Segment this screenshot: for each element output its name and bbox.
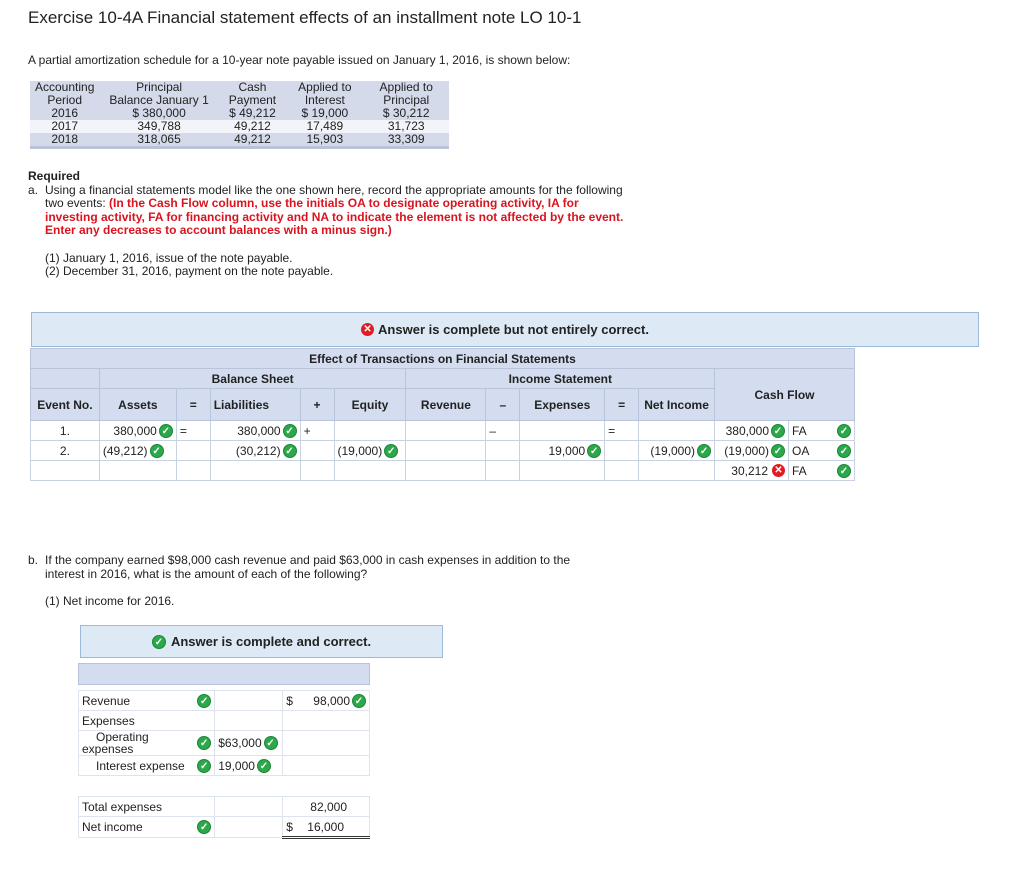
amort-header: Balance January 1 xyxy=(109,93,209,107)
model-row-event-2 xyxy=(31,441,855,461)
amort-cell: 15,903 xyxy=(286,133,363,148)
financial-statements-model xyxy=(30,348,855,481)
check-icon: ✓ xyxy=(587,444,601,458)
amort-cell: 2016 xyxy=(51,106,79,120)
minus-sign[interactable] xyxy=(486,441,520,461)
check-icon: ✓ xyxy=(197,694,211,708)
total-expenses-value: 82,000 xyxy=(283,797,370,817)
expenses-header: Expenses xyxy=(520,389,605,421)
liabilities-value: 380,000 xyxy=(237,423,281,438)
part-b-prefix: b. xyxy=(28,553,39,567)
part-a-text: Using a financial statements model like the one shown here, record the appropriate amounts for the following two events: xyxy=(45,182,623,210)
required-heading: Required xyxy=(28,169,81,183)
expenses-label: Expenses xyxy=(79,711,215,731)
total-expenses-label: Total expenses xyxy=(79,797,215,817)
check-icon: ✓ xyxy=(159,424,173,438)
amort-cell: 33,309 xyxy=(364,133,449,148)
incorrect-icon: ✕ xyxy=(361,323,374,336)
expenses-input[interactable] xyxy=(520,421,605,441)
equals-sign: = xyxy=(176,389,210,421)
equals-sign: = xyxy=(605,389,639,421)
amort-header: Principal xyxy=(383,93,430,107)
dollar-sign: $ xyxy=(286,693,293,708)
cash-flow-classification: FA xyxy=(792,423,807,438)
operating-label: Operating xyxy=(96,730,149,744)
balance-sheet-header: Balance Sheet xyxy=(99,369,406,389)
answer-status-banner-b xyxy=(80,625,443,658)
check-icon: ✓ xyxy=(264,736,278,750)
intro-text: A partial amortization schedule for a 10-year note payable issued on January 1, 2016, is shown below: xyxy=(28,53,571,67)
answer-status-text: Answer is complete but not entirely correct. xyxy=(378,322,649,337)
cash-flow-value: 30,212 xyxy=(731,463,768,478)
amort-row xyxy=(30,133,449,148)
check-icon: ✓ xyxy=(197,820,211,834)
model-row-event-1 xyxy=(31,421,855,441)
check-icon: ✓ xyxy=(837,464,851,478)
amort-cell: 49,212 xyxy=(219,133,286,148)
minus-sign: – xyxy=(486,389,520,421)
check-icon: ✓ xyxy=(152,635,166,649)
total-expenses-row xyxy=(79,797,370,817)
plus-sign[interactable]: + xyxy=(300,421,334,441)
required-section xyxy=(28,170,628,279)
amort-cell: 17,489 xyxy=(306,119,344,133)
assets-value: 380,000 xyxy=(113,423,157,438)
event-no: 1. xyxy=(31,421,100,441)
check-icon: ✓ xyxy=(283,424,297,438)
interest-expense-row xyxy=(79,756,370,776)
model-title: Effect of Transactions on Financial Statements xyxy=(31,349,855,369)
check-icon: ✓ xyxy=(283,444,297,458)
net-income-value: (19,000) xyxy=(650,443,696,458)
part-a-instructions: (In the Cash Flow column, use the initials OA to designate operating activity, IA for investing activity, FA for financing activity and NA to indicate the element is not affected by the event. Enter any decreases to account balances with a minus sign.) xyxy=(45,196,624,237)
amort-header: Cash xyxy=(238,80,267,94)
plus-sign[interactable] xyxy=(300,441,334,461)
spacer-row xyxy=(79,776,370,797)
check-icon: ✓ xyxy=(197,736,211,750)
amort-header: Period xyxy=(47,93,83,107)
amort-header: Payment xyxy=(228,93,277,107)
check-icon: ✓ xyxy=(771,424,785,438)
dollar-sign: $ xyxy=(286,819,293,834)
check-icon: ✓ xyxy=(257,759,271,773)
amort-cell: 31,723 xyxy=(387,119,425,133)
equity-header: Equity xyxy=(334,389,406,421)
incorrect-icon: ✕ xyxy=(772,464,785,477)
check-icon: ✓ xyxy=(837,444,851,458)
minus-sign[interactable]: – xyxy=(486,421,520,441)
page-title: Exercise 10-4A Financial statement effects of an installment note LO 10-1 xyxy=(28,8,582,27)
amort-cell: $ 49,212 xyxy=(229,106,276,120)
answer-status-text: Answer is complete and correct. xyxy=(170,634,372,649)
amort-cell: 2017 xyxy=(51,119,79,133)
amort-cell: $ 30,212 xyxy=(382,106,430,120)
revenue-input[interactable] xyxy=(406,441,486,461)
cash-flow-classification: FA xyxy=(792,463,807,478)
check-icon: ✓ xyxy=(837,424,851,438)
net-income-label: Net income xyxy=(82,820,143,834)
amort-header-row xyxy=(30,81,449,107)
equals-sign[interactable]: = xyxy=(176,421,210,441)
operating-expenses-row xyxy=(79,731,370,756)
liabilities-header: Liabilities xyxy=(210,389,300,421)
amort-header: Principal xyxy=(136,80,183,94)
part-b-text: If the company earned $98,000 cash revenue and paid $63,000 in cash expenses in addition to the interest in 2016, what is the amount of each of the following? xyxy=(45,553,571,581)
assets-header: Assets xyxy=(99,389,176,421)
net-income-header-band xyxy=(79,664,370,685)
amort-header: Interest xyxy=(304,93,345,107)
revenue-value: 98,000 xyxy=(313,693,350,708)
model-section-row xyxy=(31,369,855,389)
model-title-row xyxy=(31,349,855,369)
cash-flow-header: Cash Flow xyxy=(715,369,855,421)
cash-flow-value: (19,000) xyxy=(724,443,769,458)
net-income-input[interactable] xyxy=(639,421,715,441)
equals-sign[interactable]: = xyxy=(605,421,639,441)
check-icon: ✓ xyxy=(150,444,164,458)
operating-label: expenses xyxy=(82,742,134,756)
revenue-label: Revenue xyxy=(82,693,131,708)
interest-expense-value: 19,000 xyxy=(218,758,255,773)
cash-flow-classification: OA xyxy=(792,443,810,458)
amort-cell: 2018 xyxy=(30,133,99,148)
model-row-extra xyxy=(31,461,855,481)
part-a-prefix: a. xyxy=(28,182,39,197)
equity-value: (19,000) xyxy=(337,443,383,458)
plus-sign: + xyxy=(300,389,334,421)
equity-input[interactable] xyxy=(334,421,406,441)
part-b-question-1: (1) Net income for 2016. xyxy=(45,594,175,608)
event-1-text: (1) January 1, 2016, issue of the note payable. xyxy=(45,250,293,265)
amort-header: Accounting xyxy=(35,80,95,94)
amort-header: Applied to xyxy=(379,80,433,94)
part-b-section xyxy=(28,554,608,609)
check-icon: ✓ xyxy=(197,759,211,773)
check-icon: ✓ xyxy=(771,444,785,458)
revenue-header: Revenue xyxy=(406,389,486,421)
amortization-schedule xyxy=(30,81,449,149)
amort-cell: $ 380,000 xyxy=(132,106,186,120)
liabilities-value: (30,212) xyxy=(235,443,281,458)
net-income-header: Net Income xyxy=(639,389,715,421)
amort-header: Applied to xyxy=(298,80,352,94)
check-icon: ✓ xyxy=(384,444,398,458)
amort-cell: 349,788 xyxy=(137,119,181,133)
net-income-value: 16,000 xyxy=(307,819,344,834)
interest-expense-label: Interest expense xyxy=(96,758,185,773)
equals-sign[interactable] xyxy=(176,441,210,461)
amort-cell: 49,212 xyxy=(234,119,271,133)
event-2-text: (2) December 31, 2016, payment on the note payable. xyxy=(45,264,334,278)
amort-cell: 318,065 xyxy=(99,133,218,148)
answer-status-banner-a xyxy=(31,312,979,347)
net-income-row xyxy=(79,817,370,838)
check-icon: ✓ xyxy=(352,694,366,708)
operating-expenses-value: $63,000 xyxy=(218,736,262,750)
event-no-header: Event No. xyxy=(31,389,100,421)
revenue-row xyxy=(79,691,370,711)
amort-cell: $ 19,000 xyxy=(301,106,349,120)
expenses-value: 19,000 xyxy=(548,443,586,458)
event-no: 2. xyxy=(31,441,100,461)
revenue-input[interactable] xyxy=(406,421,486,441)
check-icon: ✓ xyxy=(697,444,711,458)
cash-flow-value: 380,000 xyxy=(725,423,769,438)
income-statement-header: Income Statement xyxy=(406,369,715,389)
assets-value: (49,212) xyxy=(102,443,148,458)
net-income-table xyxy=(78,663,370,839)
equals-sign[interactable] xyxy=(605,441,639,461)
expenses-heading-row xyxy=(79,711,370,731)
